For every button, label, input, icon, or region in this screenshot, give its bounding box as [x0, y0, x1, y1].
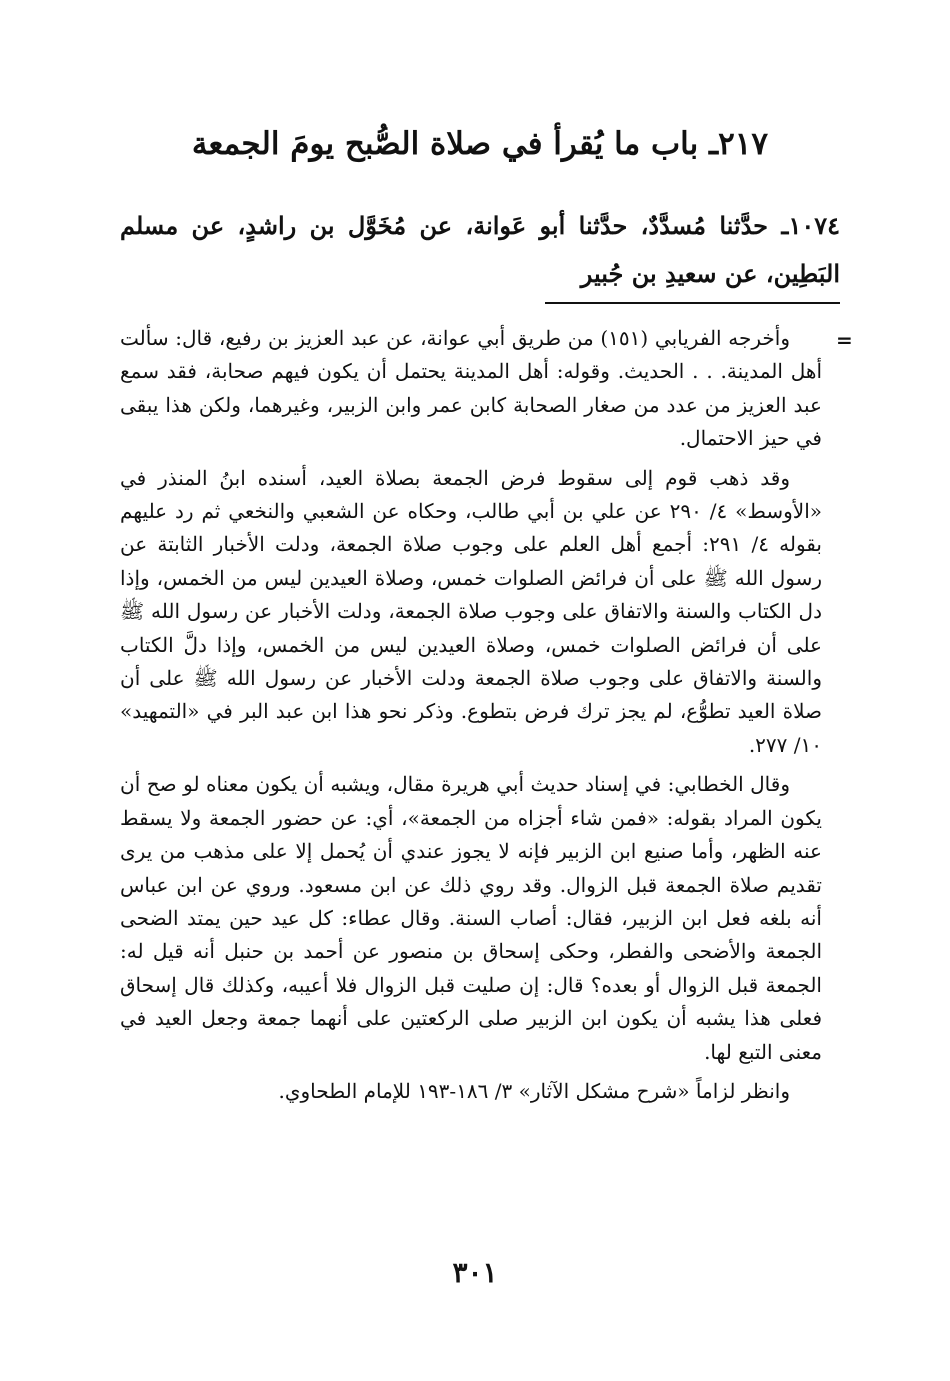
footnote-separator-rule: [545, 302, 840, 304]
page-number: ٣٠١: [452, 1256, 498, 1289]
footnotes: [120, 322, 822, 1114]
footnote-paragraph: وانظر لزاماً «شرح مشكل الآثار» ٣/ ١٨٦-١٩٣ للإمام الطحاوي.: [278, 1078, 790, 1103]
hadith-text: ١٠٧٤ـ حدَّثنا مُسدَّدٌ، حدَّثنا أبو عَوانة، عن مُخَوَّل بن راشدٍ، عن مسلم البَطِين، عن سعيدِ بن جُبير: [120, 211, 840, 288]
footnote-paragraph: وقد ذهب قوم إلى سقوط فرض الجمعة بصلاة العيد، أسنده ابنُ المنذر في «الأوسط» ٤/ ٢٩٠ عن علي بن أبي طالب، وحكاه عن الشعبي والنخعي ثم رد عليهم بقوله ٤/ ٢٩١: أجمع أهل العلم على وجوب صلاة الجمعة، ودلت الأخبار الثابتة عن رسول الله ﷺ على أن فرائض الصلوات خمس، وصلاة العيدين ليس من الخمس، وإذا دل الكتاب والسنة والاتفاق على وجوب صلاة الجمعة، ودلت الأخبار عن رسول الله ﷺ على أن فرائض الصلوات خمس، وصلاة العيدين ليس من الخمس، وإذا دلَّ الكتاب والسنة والاتفاق على وجوب صلاة الجمعة ودلت الأخبار عن رسول الله ﷺ على أن صلاة العيد تطوُّع، لم يجز ترك فرض بتطوع. وذكر نحو هذا ابن عبد البر في «التمهيد» ١٠/ ٢٧٧.: [120, 465, 822, 757]
footnote-continuation-marker: =: [836, 328, 853, 352]
chapter-title: ٢١٧ـ باب ما يُقرأ في صلاة الصُّبح يومَ الجمعة: [191, 126, 769, 162]
footnote-paragraph: وأخرجه الفريابي (١٥١) من طريق أبي عوانة، عن عبد العزيز بن رفيع، قال: سألت أهل المدينة. . . الحديث. وقوله: أهل المدينة يحتمل أن يكون فيهم صحابة، فقد سمع عبد العزيز من عدد من صغار الصحابة كابن عمر وابن الزبير، وغيرهما، ولكن هذا يبقى في حيز الاحتمال.: [120, 326, 822, 451]
footnote-paragraph: وقال الخطابي: في إسناد حديث أبي هريرة مقال، ويشبه أن يكون معناه لو صح أن يكون المراد بقوله: «فمن شاء أجزاه من الجمعة»، أي: عن حضور الجمعة ولا يسقط عنه الظهر، وأما صنيع ابن الزبير فإنه لا يجوز عندي أن يُحمل إلا على مذهب من يرى تقديم صلاة الجمعة قبل الزوال. وقد روي ذلك عن ابن مسعود. وروي عن ابن عباس أنه بلغه فعل ابن الزبير، فقال: أصاب السنة. وقال عطاء: كل عيد حين يمتد الضحى الجمعة والأضحى والفطر، وحكى إسحاق بن منصور عن أحمد بن حنبل أنه قيل له: الجمعة قبل الزوال أو بعده؟ قال: إن صليت قبل الزوال فلا أعيبه، وكذلك قال إسحاق فعلى هذا يشبه أن يكون ابن الزبير صلى الركعتين على أنهما جمعة وجعل العيد في معنى التبع لها.: [120, 772, 822, 1064]
